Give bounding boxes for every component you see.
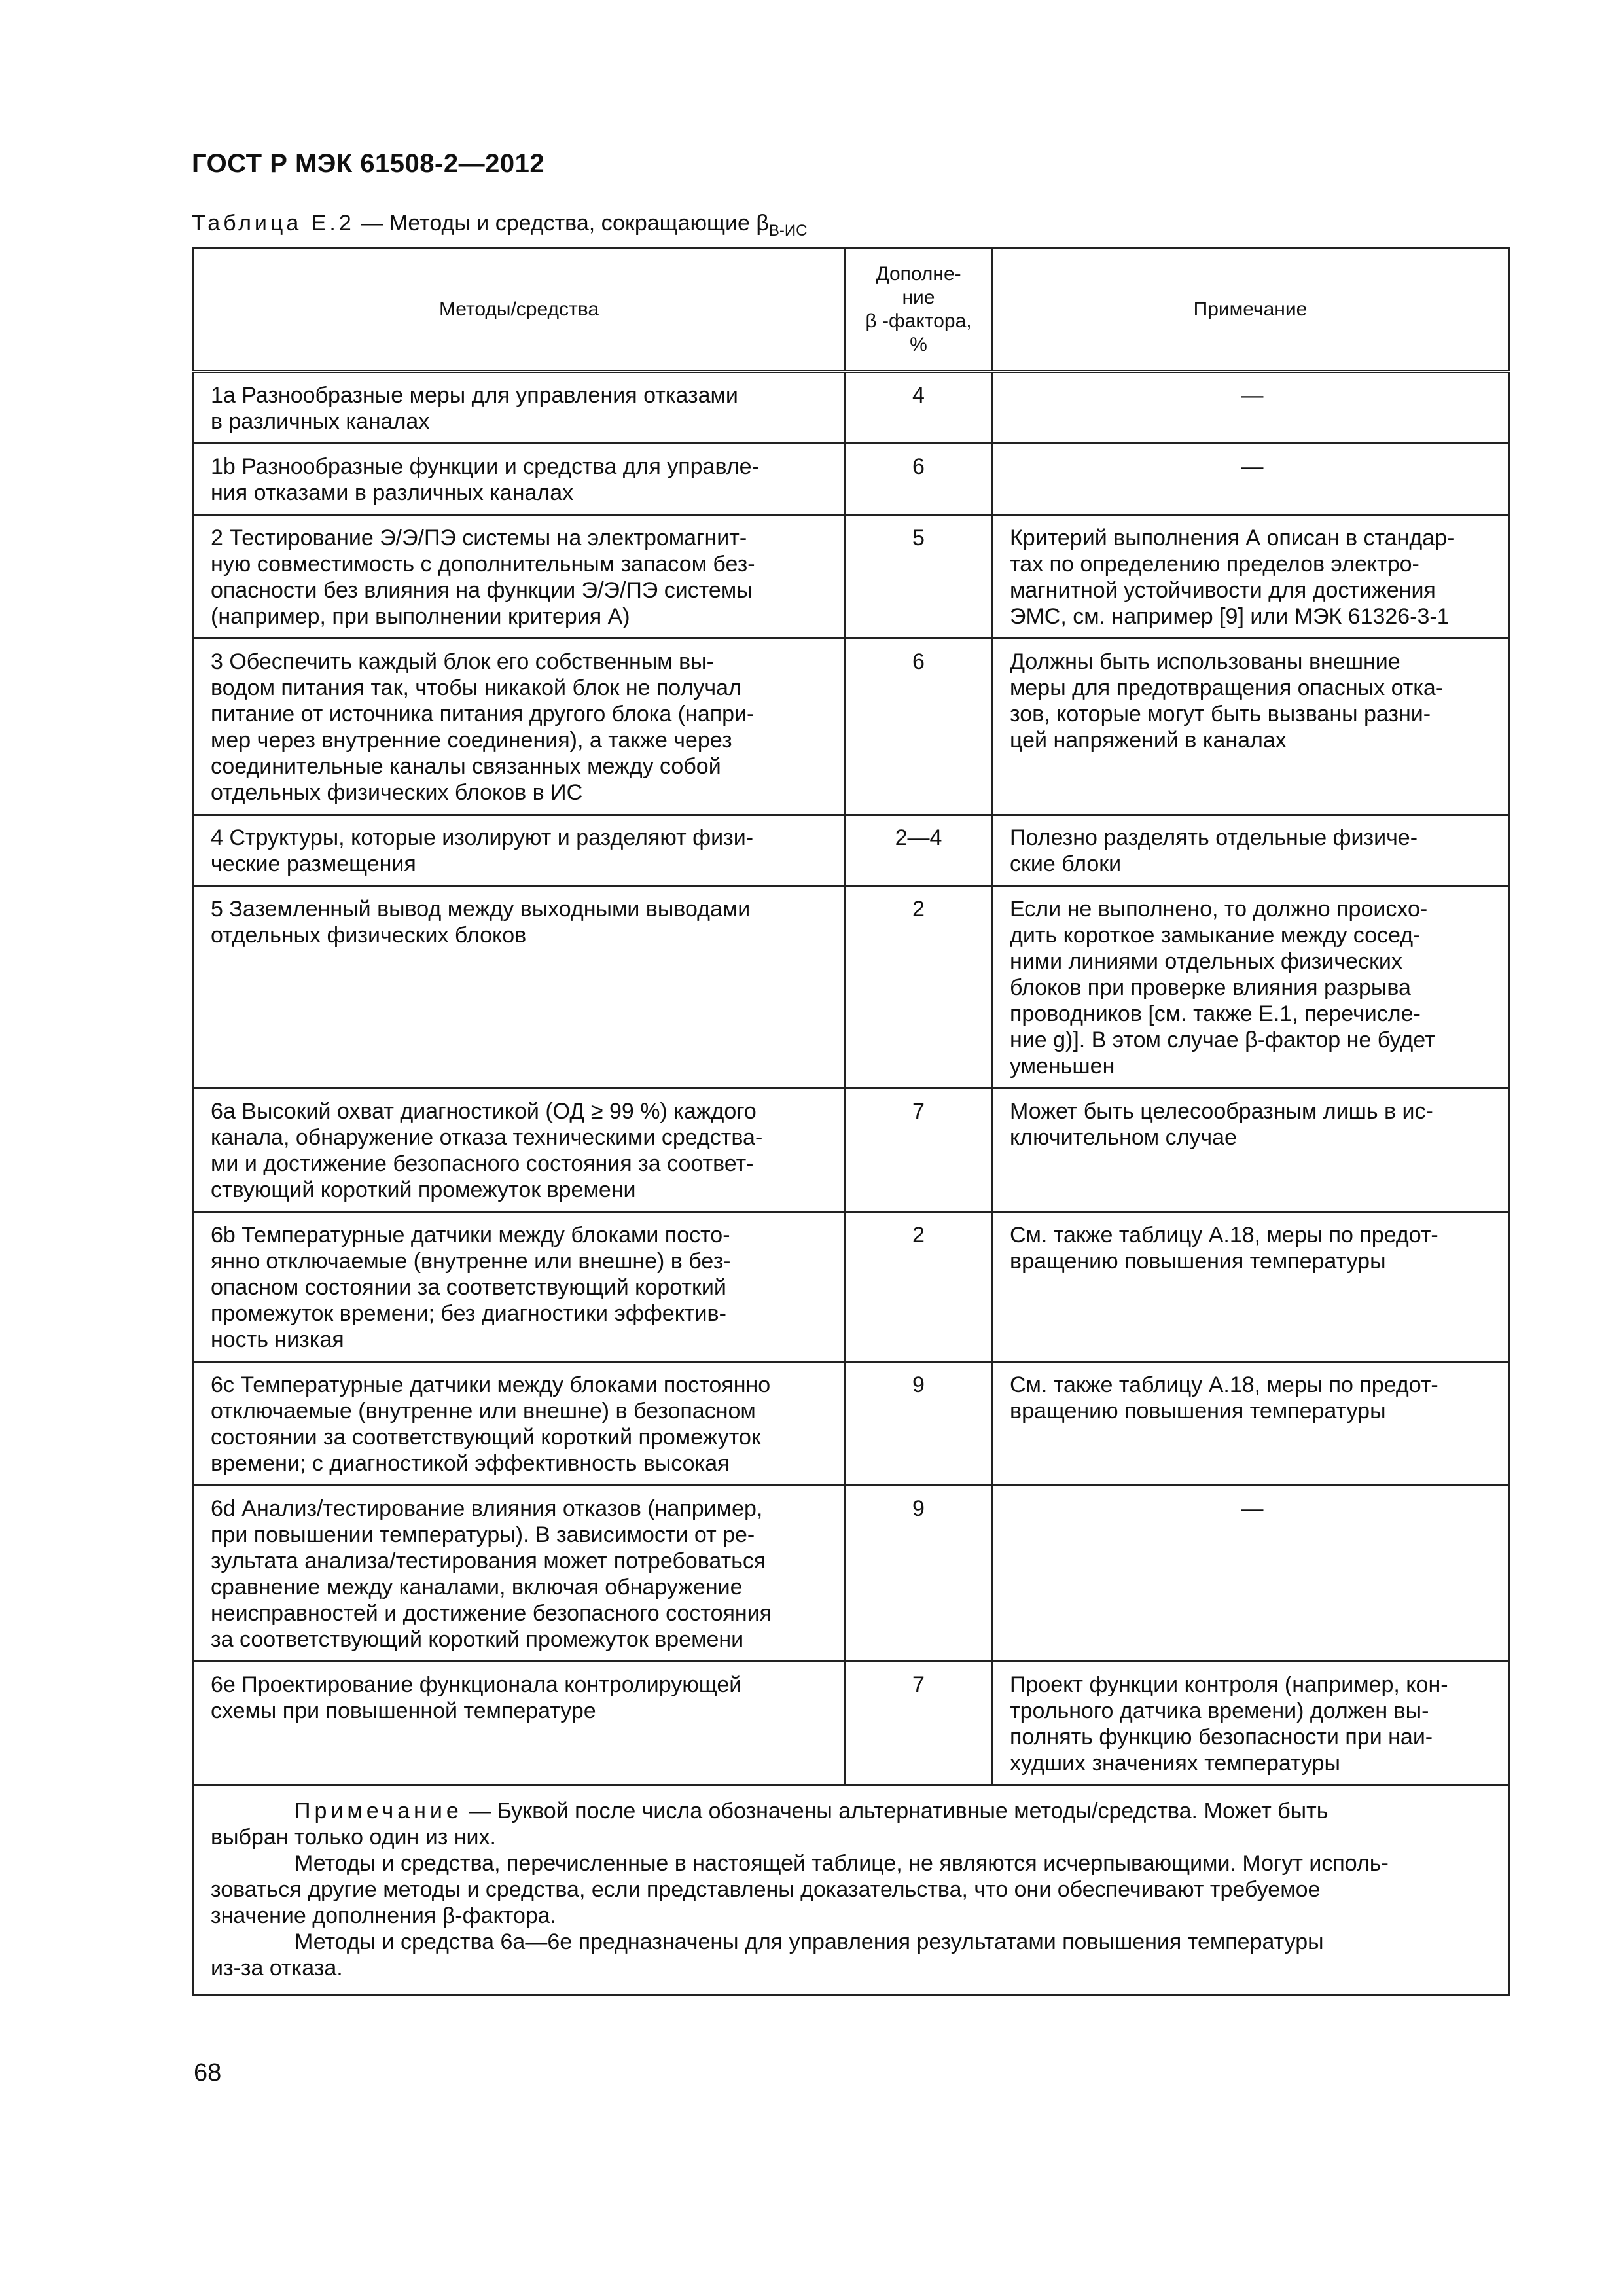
- cell-method: 3 Обеспечить каждый блок его собственным вы- водом питания так, чтобы никакой блок не получал питание от источника питания другого блока (напри- мер через внутренние соединения), а также через соединительные каналы связанных между собой отдельных физических блоков в ИС: [193, 639, 846, 815]
- cell-method: 2 Тестирование Э/Э/ПЭ системы на электромагнит- ную совместимость с дополнительным запасом без- опасности без влияния на функции Э/Э/ПЭ системы (например, при выполнении критерия А): [193, 515, 846, 639]
- cell-method: 1a Разнообразные меры для управления отказами в различных каналах: [193, 372, 846, 444]
- methods-table: [192, 247, 1510, 1996]
- page-number: 68: [194, 2059, 222, 2087]
- table-caption: [192, 211, 808, 240]
- footnote-paragraph-2: Методы и средства, перечисленные в настоящей таблице, не являются исчерпывающими. Могут исполь- зоваться другие методы и средства, если представлены доказательства, что они обеспечивают требуемое значение дополнения β-фактора.: [211, 1851, 1389, 1928]
- cell-beta-addition: 6: [846, 444, 992, 515]
- cell-beta-addition: 7: [846, 1088, 992, 1212]
- cell-note: —: [992, 444, 1509, 515]
- cell-note: —: [992, 372, 1509, 444]
- table-row: [193, 1362, 1509, 1486]
- cell-beta-addition: 6: [846, 639, 992, 815]
- table-row: [193, 815, 1509, 886]
- cell-note: Полезно разделять отдельные физиче- ские блоки: [992, 815, 1509, 886]
- header-addition: Дополне- ние β -фактора, %: [846, 249, 992, 372]
- cell-method: 6d Анализ/тестирование влияния отказов (например, при повышении температуры). В зависимости от ре- зультата анализа/тестирования может потребоваться сравнение между каналами, включая обнаружение неисправностей и достижение безопасного состояния за соответствующий короткий промежуток времени: [193, 1486, 846, 1662]
- cell-method: 6e Проектирование функционала контролирующей схемы при повышенной температуре: [193, 1662, 846, 1785]
- cell-note: —: [992, 1486, 1509, 1662]
- cell-method: 6b Температурные датчики между блоками посто- янно отключаемые (внутренне или внешне) в без- опасном состоянии за соответствующий короткий промежуток времени; без диагностики эффектив- ность низкая: [193, 1212, 846, 1362]
- caption-text: — Методы и средства, сокращающие β: [361, 211, 769, 236]
- document-header: ГОСТ Р МЭК 61508-2—2012: [192, 149, 545, 178]
- caption-subscript: В-ИС: [768, 222, 808, 240]
- table-row: [193, 444, 1509, 515]
- table-row: [193, 1212, 1509, 1362]
- cell-method: 6c Температурные датчики между блоками постоянно отключаемые (внутренне или внешне) в безопасном состоянии за соответствующий короткий промежуток времени; с диагностикой эффективность высокая: [193, 1362, 846, 1486]
- cell-note: См. также таблицу А.18, меры по предот- вращению повышения температуры: [992, 1212, 1509, 1362]
- cell-beta-addition: 2—4: [846, 815, 992, 886]
- cell-beta-addition: 2: [846, 1212, 992, 1362]
- footnote-paragraph-1: [211, 1798, 1491, 1850]
- cell-beta-addition: 4: [846, 372, 992, 444]
- table-row: [193, 515, 1509, 639]
- cell-note: См. также таблицу А.18, меры по предот- вращению повышения температуры: [992, 1362, 1509, 1486]
- cell-method: 5 Заземленный вывод между выходными выводами отдельных физических блоков: [193, 886, 846, 1088]
- cell-method: 6a Высокий охват диагностикой (ОД ≥ 99 %) каждого канала, обнаружение отказа техническими средства- ми и достижение безопасного состояния за соответ- ствующий короткий промежуток времени: [193, 1088, 846, 1212]
- table-body: [193, 372, 1509, 1785]
- cell-beta-addition: 9: [846, 1486, 992, 1662]
- cell-beta-addition: 9: [846, 1362, 992, 1486]
- cell-note: Критерий выполнения А описан в стандар- тах по определению пределов электро- магнитной устойчивости для достижения ЭМС, см. например [9] или МЭК 61326-3-1: [992, 515, 1509, 639]
- cell-beta-addition: 2: [846, 886, 992, 1088]
- cell-note: Может быть целесообразным лишь в ис- ключительном случае: [992, 1088, 1509, 1212]
- cell-beta-addition: 7: [846, 1662, 992, 1785]
- table-row: [193, 372, 1509, 444]
- footnote-row: [193, 1785, 1509, 1996]
- table-row: [193, 639, 1509, 815]
- table-row: [193, 886, 1509, 1088]
- table-header-row: [193, 249, 1509, 372]
- table-footnote: [193, 1785, 1509, 1996]
- table-row: [193, 1088, 1509, 1212]
- footnote-label: Примечание: [294, 1799, 463, 1823]
- cell-note: Проект функции контроля (например, кон- трольного датчика времени) должен вы- полнять функцию безопасности при наи- худших значениях температуры: [992, 1662, 1509, 1785]
- footnote-paragraph-3: Методы и средства 6a—6e предназначены для управления результатами повышения температуры из-за отказа.: [211, 1929, 1324, 1981]
- footnote-text-1: — Буквой после числа обозначены альтернативные методы/средства. Может быть выбран только один из них.: [211, 1799, 1329, 1850]
- cell-beta-addition: 5: [846, 515, 992, 639]
- table-row: [193, 1662, 1509, 1785]
- table-row: [193, 1486, 1509, 1662]
- cell-method: 4 Структуры, которые изолируют и разделяют физи- ческие размещения: [193, 815, 846, 886]
- cell-note: Если не выполнено, то должно происхо- дить короткое замыкание между сосед- ними линиями отдельных физических блоков при проверке влияния разрыва проводников [см. также Е.1, перечисле- ние g)]. В этом случае β-фактор не будет уменьшен: [992, 886, 1509, 1088]
- caption-label: Таблица Е.2: [192, 211, 355, 236]
- cell-method: 1b Разнообразные функции и средства для управле- ния отказами в различных каналах: [193, 444, 846, 515]
- cell-note: Должны быть использованы внешние меры для предотвращения опасных отка- зов, которые могут быть вызваны разни- цей напряжений в каналах: [992, 639, 1509, 815]
- header-methods: Методы/средства: [193, 249, 846, 372]
- header-note: Примечание: [992, 249, 1509, 372]
